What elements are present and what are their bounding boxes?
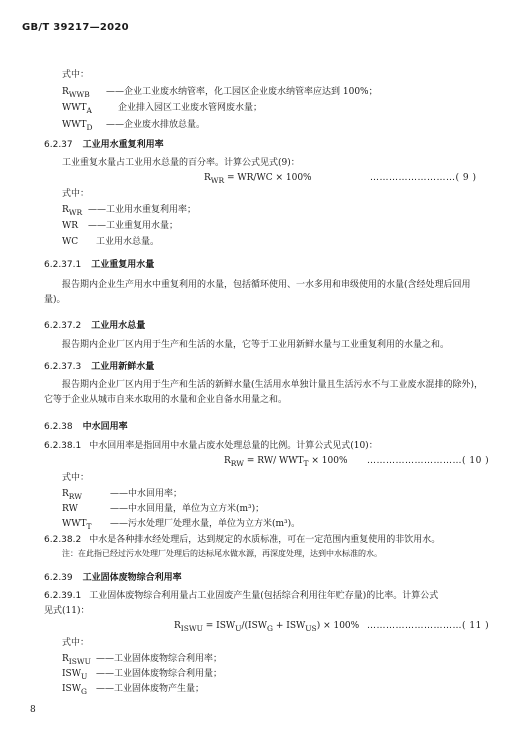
paragraph: 报告期内企业生产用水中重复利用的水量，包括循环使用、一水多用和串级使用的水量(含经处理后回用量)。 — [44, 280, 471, 305]
formula-9: $R_{WR} = WR/WC \times 100\%$ — [204, 173, 312, 185]
definition-row: $R_{WR}$ ——工业用水重复利用率； — [62, 205, 197, 217]
where-label: 式中： — [62, 473, 90, 483]
definition-row: $ISW_G$ ——工业固体废物产生量； — [62, 684, 205, 696]
numbered-paragraph: 6.2.39.1 工业固体废物综合利用量占工业固废产生量(包括综合利用往年贮存量)的比率。计算公式 — [44, 591, 439, 601]
where-label: 式中： — [62, 70, 90, 80]
definition-row: $WWT_D$ ——企业废水排放总量。 — [62, 120, 206, 132]
section-heading: 6.2.39 工业固体废物综合利用率 — [44, 573, 182, 583]
paragraph: 报告期内企业厂区内用于生产和生活的新鲜水量(生活用水单独计量且生活污水不与工业废水混排的除外)，它等于企业从城市自来水取用的水量和企业自备水用量之和。 — [44, 380, 484, 405]
paragraph-continuation: 见式(11)： — [44, 606, 90, 616]
section-heading: 6.2.37 工业用水重复利用率 — [44, 140, 164, 150]
paragraph: 报告期内企业厂区内用于生产和生活的水量，它等于工业用新鲜水量与工业重复利用的水量之和。 — [62, 340, 450, 350]
section-heading: 6.2.38 中水回用率 — [44, 422, 128, 432]
definition-row: WR ——工业重复用水量； — [62, 221, 179, 231]
definition-row: $WWT_T$ ——污水处理厂处理水量，单位为立方米(m³)。 — [62, 519, 301, 531]
definition-row: RW ——中水回用量，单位为立方米(m³)； — [62, 504, 265, 514]
note: 注：在此指已经过污水处理厂处理后的达标尾水做水源，再深度处理，达到中水标准的水。 — [62, 549, 382, 558]
formula-11: $R_{ISWU} = ISW_U/(ISW_G + ISW_{US}) \times 100\%$ — [174, 621, 360, 633]
standard-number: GB/T 39217—2020 — [22, 22, 129, 33]
section-heading: 6.2.37.1 工业重复用水量 — [44, 260, 155, 270]
numbered-paragraph: 6.2.38.1 中水回用率是指回用中水量占废水处理总量的比例。计算公式见式(10)： — [44, 441, 378, 451]
formula-number-9: ………………………( 9 ) — [370, 173, 477, 183]
formula-number-11: …………………………( 11 ) — [367, 621, 490, 631]
section-heading: 6.2.37.3 工业用新鲜水量 — [44, 362, 155, 372]
definition-row: WC 工业用水总量。 — [62, 237, 160, 247]
paragraph: 工业重复水量占工业用水总量的百分率。计算公式见式(9)： — [62, 158, 300, 168]
definition-row: $WWT_A$ 企业排入园区工业废水管网废水量； — [62, 103, 263, 115]
numbered-paragraph: 6.2.38.2 中水是各种排水经处理后，达到规定的水质标准，可在一定范围内重复使用的非饮用水。 — [44, 535, 441, 545]
definition-row: $ISW_U$ ——工业固体废物综合利用量； — [62, 669, 223, 681]
section-heading: 6.2.37.2 工业用水总量 — [44, 321, 146, 331]
page-number: 8 — [30, 705, 36, 715]
where-label: 式中： — [62, 638, 90, 648]
formula-10: $R_{RW} = RW/$ $WWT_T \times 100\%$ — [224, 456, 348, 468]
where-label: 式中： — [62, 189, 90, 199]
definition-row: $R_{WWB}$ ——企业工业废水纳管率，化工园区企业废水纳管率应达到 100%； — [62, 87, 378, 99]
formula-number-10: …………………………( 10 ) — [367, 456, 490, 466]
definition-row: $R_{RW}$ ——中水回用率； — [62, 489, 183, 501]
definition-row: $R_{ISWU}$ ——工业固体废物综合利用率； — [62, 654, 223, 666]
